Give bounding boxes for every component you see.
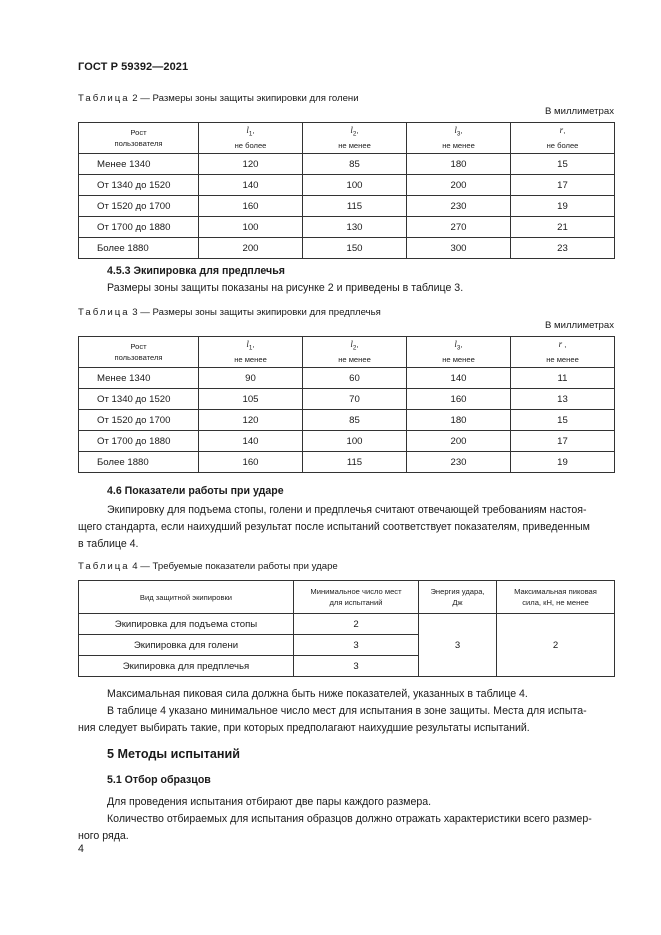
table3-header-cell: $l_1$, не менее — [199, 337, 303, 368]
table4-header-cell: Максимальная пиковая сила, кН, не менее — [497, 581, 615, 614]
table4-header-cell: Вид защитной экипировки — [79, 581, 294, 614]
section-heading: 4.6 Показатели работы при ударе — [107, 485, 284, 497]
table3-header-row — [79, 337, 615, 368]
table2-caption: Таблица 2 — Размеры зоны защиты экипировки для голени — [78, 93, 359, 104]
table4-header-cell: Минимальное число мест для испытаний — [294, 581, 419, 614]
table4 — [78, 580, 615, 677]
table3-caption: Таблица 3 — Размеры зоны защиты экипировки для предплечья — [78, 307, 381, 318]
table-row: Экипировка для голени 3 — [79, 635, 615, 656]
table-row: Экипировка для предплечья 3 — [79, 656, 615, 677]
table4-caption: Таблица 4 — Требуемые показатели работы при ударе — [78, 561, 338, 572]
table4-header-row — [79, 581, 615, 614]
page-number: 4 — [78, 843, 84, 855]
table2-header-cell: $l_3$, не менее — [407, 123, 511, 154]
table-row: От 1700 до 1880 140 100 200 17 — [79, 431, 615, 452]
section-title: 5 Методы испытаний — [107, 747, 240, 761]
paragraph: Максимальная пиковая сила должна быть ниже показателей, указанных в таблице 4. В таблице 4 указано минимальное число мест для испытания в зоне защиты. Места для испыта- ния следует выбирать такие, при которых предполагают наихудшие результаты испытаний. — [78, 688, 587, 734]
table3 — [78, 336, 615, 473]
table-row: Более 1880 160 115 230 19 — [79, 452, 615, 473]
peak-force: 2 — [497, 614, 615, 677]
table4-header-cell: Энергия удара, Дж — [419, 581, 497, 614]
standard-header: ГОСТ Р 59392—2021 — [78, 61, 189, 73]
table-row: Менее 1340 90 60 140 11 — [79, 368, 615, 389]
table-row: От 1340 до 1520 140 100 200 17 — [79, 175, 615, 196]
table2-header-cell: $l_1$, не более — [199, 123, 303, 154]
paragraph: Экипировку для подъема стопы, голени и предплечья считают отвечающей требованиям настоя- щего стандарта, если наихудший результат после испытаний соответствует показателям, приведенным в таблице 4. — [78, 504, 590, 550]
table2-header-cell: r, не более — [511, 123, 615, 154]
table3-header-cell: r , не менее — [511, 337, 615, 368]
paragraph: Для проведения испытания отбирают две пары каждого размера. Количество отбираемых для испытания образцов должно отражать характеристики всего размер- ного ряда. — [78, 796, 592, 842]
impact-energy: 3 — [419, 614, 497, 677]
table3-header-cell: $l_2$, не менее — [303, 337, 407, 368]
table2-header-cell: Рост пользователя — [79, 123, 199, 154]
section-heading: 4.5.3 Экипировка для предплечья — [107, 265, 285, 277]
table2-header-row — [79, 123, 615, 154]
table3-header-cell: Рост пользователя — [79, 337, 199, 368]
table-row: От 1520 до 1700 120 85 180 15 — [79, 410, 615, 431]
table-row: От 1520 до 1700 160 115 230 19 — [79, 196, 615, 217]
table2 — [78, 122, 615, 259]
table3-header-cell: $l_3$, не менее — [407, 337, 511, 368]
section-heading: 5.1 Отбор образцов — [107, 774, 211, 786]
table-row: От 1340 до 1520 105 70 160 13 — [79, 389, 615, 410]
table-row: Экипировка для подъема стопы 2 3 2 — [79, 614, 615, 635]
table3-unit: В миллиметрах — [544, 320, 614, 331]
table-row: От 1700 до 1880 100 130 270 21 — [79, 217, 615, 238]
table-row: Менее 1340 120 85 180 15 — [79, 154, 615, 175]
table2-unit: В миллиметрах — [544, 106, 614, 117]
table-row: Более 1880 200 150 300 23 — [79, 238, 615, 259]
paragraph: Размеры зоны защиты показаны на рисунке 2 и приведены в таблице 3. — [107, 282, 464, 294]
table2-header-cell: $l_2$, не менее — [303, 123, 407, 154]
